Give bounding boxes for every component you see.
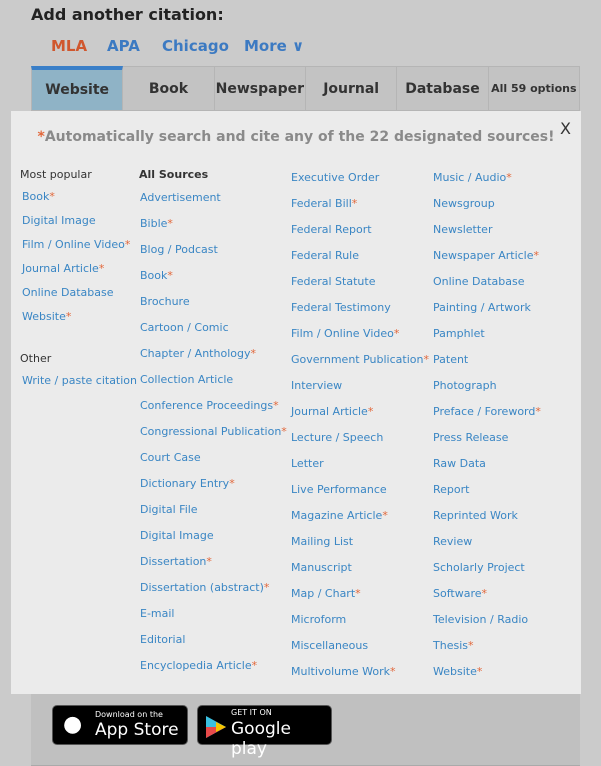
source-label: Collection Article <box>140 373 234 386</box>
source-link[interactable] <box>433 431 508 444</box>
source-link[interactable] <box>140 191 221 204</box>
source-label: Federal Rule <box>291 249 360 262</box>
source-link[interactable] <box>140 659 257 672</box>
source-link[interactable] <box>291 301 391 314</box>
source-label: Pamphlet <box>433 327 485 340</box>
source-label: Film / Online Video <box>22 238 125 251</box>
source-label: Film / Online Video <box>291 327 394 340</box>
source-label: Editorial <box>140 633 186 646</box>
source-link[interactable] <box>433 665 482 678</box>
source-link[interactable] <box>291 509 388 522</box>
source-link[interactable] <box>433 587 487 600</box>
source-link[interactable] <box>140 347 256 360</box>
source-label: Television / Radio <box>433 613 529 626</box>
app-store-small-text: Download on the <box>95 710 163 719</box>
source-label: Interview <box>291 379 343 392</box>
tab-journal[interactable]: Journal <box>306 66 397 111</box>
source-label: Federal Testimony <box>291 301 391 314</box>
source-label: Chapter / Anthology <box>140 347 251 360</box>
source-tabs <box>31 66 580 111</box>
source-link[interactable] <box>140 503 198 516</box>
auto-cite-asterisk: * <box>251 659 258 672</box>
source-label: Letter <box>291 457 324 470</box>
source-link[interactable] <box>291 535 353 548</box>
source-label: Miscellaneous <box>291 639 369 652</box>
source-link[interactable] <box>22 310 71 323</box>
source-label: Digital Image <box>22 214 96 227</box>
tab-book[interactable]: Book <box>123 66 214 111</box>
source-label: Press Release <box>433 431 509 444</box>
source-label: Scholarly Project <box>433 561 525 574</box>
source-link[interactable] <box>433 171 512 184</box>
play-triangle-icon <box>206 716 226 738</box>
auto-cite-asterisk: * <box>467 639 474 652</box>
source-link[interactable] <box>140 321 229 334</box>
source-link[interactable] <box>433 639 473 652</box>
source-link[interactable] <box>22 238 130 251</box>
source-link[interactable] <box>22 374 137 387</box>
source-link[interactable] <box>291 275 375 288</box>
source-label: Encyclopedia Article <box>140 659 252 672</box>
source-label: Court Case <box>140 451 201 464</box>
source-label: Digital Image <box>140 529 214 542</box>
source-label: E-mail <box>140 607 175 620</box>
source-label: Website <box>433 665 477 678</box>
source-link[interactable] <box>433 275 524 288</box>
google-play-big-text: Google play <box>231 719 291 759</box>
style-more-dropdown[interactable]: More ∨ <box>244 37 305 55</box>
source-label: Map / Chart <box>291 587 356 600</box>
most-popular-heading: Most popular <box>20 168 92 181</box>
source-link[interactable] <box>291 327 399 340</box>
source-label: Book <box>22 190 50 203</box>
source-label: Live Performance <box>291 483 387 496</box>
page-heading: Add another citation: <box>31 5 224 24</box>
auto-cite-asterisk: * <box>263 581 270 594</box>
source-label: Cartoon / Comic <box>140 321 229 334</box>
source-link[interactable] <box>291 171 379 184</box>
banner-text: Automatically search and cite any of the 22 designated sources! <box>44 129 555 145</box>
source-label: Report <box>433 483 470 496</box>
source-link[interactable] <box>291 249 359 262</box>
auto-cite-asterisk: * <box>506 171 512 184</box>
source-link[interactable] <box>291 197 357 210</box>
source-link[interactable] <box>291 483 387 496</box>
auto-cite-asterisk: * <box>393 327 400 340</box>
google-play-small-text: GET IT ON <box>231 708 272 717</box>
source-label: Federal Bill <box>291 197 352 210</box>
close-button[interactable]: X <box>560 119 571 138</box>
source-link[interactable] <box>140 269 173 282</box>
auto-cite-asterisk: * <box>281 425 287 438</box>
source-label: Photograph <box>433 379 497 392</box>
source-link[interactable] <box>433 197 495 210</box>
source-link[interactable] <box>140 243 218 256</box>
source-label: Online Database <box>22 286 114 299</box>
source-link[interactable] <box>140 373 233 386</box>
source-label: Online Database <box>433 275 525 288</box>
other-heading: Other <box>20 352 52 365</box>
source-link[interactable] <box>433 483 469 496</box>
source-label: Dissertation <box>140 555 207 568</box>
auto-cite-asterisk: * <box>535 405 541 418</box>
source-link[interactable] <box>140 555 212 568</box>
source-link[interactable] <box>433 457 486 470</box>
source-link[interactable] <box>433 223 492 236</box>
source-link[interactable] <box>140 607 175 620</box>
source-link[interactable] <box>140 529 214 542</box>
source-label: Journal Article <box>291 405 368 418</box>
auto-cite-asterisk: * <box>367 405 374 418</box>
auto-cite-asterisk: * <box>390 665 396 678</box>
source-link[interactable] <box>433 509 518 522</box>
source-label: Mailing List <box>291 535 354 548</box>
source-link[interactable] <box>140 581 269 594</box>
auto-cite-asterisk: * <box>476 665 483 678</box>
source-label: Software <box>433 587 482 600</box>
source-label: Preface / Foreword <box>433 405 536 418</box>
app-store-big-text: App Store <box>95 720 179 740</box>
source-link[interactable] <box>22 286 113 299</box>
source-label: Conference Proceedings <box>140 399 274 412</box>
source-label: Journal Article <box>22 262 99 275</box>
auto-cite-asterisk: * <box>49 190 55 203</box>
source-label: Newspaper Article <box>433 249 534 262</box>
source-link[interactable] <box>433 561 525 574</box>
auto-cite-asterisk: * <box>167 269 173 282</box>
source-label: Thesis <box>433 639 468 652</box>
source-label: Newsletter <box>433 223 493 236</box>
source-label: Review <box>433 535 473 548</box>
source-link[interactable] <box>291 561 352 574</box>
source-label: Newsgroup <box>433 197 495 210</box>
source-label: Government Publication <box>291 353 424 366</box>
source-label: Music / Audio <box>433 171 507 184</box>
source-link[interactable] <box>433 301 531 314</box>
all-sources-heading: All Sources <box>139 168 209 181</box>
source-link[interactable] <box>291 639 368 652</box>
source-link[interactable] <box>291 587 361 600</box>
source-label: Write / paste citation <box>22 374 138 387</box>
source-link[interactable] <box>291 431 383 444</box>
source-link[interactable] <box>140 217 173 230</box>
source-link[interactable] <box>22 262 104 275</box>
style-chicago[interactable]: Chicago <box>162 37 229 55</box>
source-link[interactable] <box>291 405 373 418</box>
source-link[interactable] <box>433 327 485 340</box>
source-link[interactable] <box>433 249 539 262</box>
app-store-button[interactable] <box>52 705 188 745</box>
tab-all-options[interactable]: All 59 options <box>489 66 580 111</box>
source-label: Raw Data <box>433 457 486 470</box>
auto-cite-asterisk: * <box>351 197 358 210</box>
auto-cite-asterisk: * <box>481 587 487 600</box>
source-label: Lecture / Speech <box>291 431 384 444</box>
source-label: Congressional Publication <box>140 425 282 438</box>
source-label: Website <box>22 310 66 323</box>
source-link[interactable] <box>433 379 497 392</box>
source-label: Dictionary Entry <box>140 477 230 490</box>
auto-cite-banner <box>11 129 581 145</box>
auto-cite-asterisk: * <box>355 587 361 600</box>
auto-cite-asterisk: * <box>206 555 212 568</box>
source-label: Federal Report <box>291 223 372 236</box>
source-label: Federal Statute <box>291 275 376 288</box>
source-label: Bible <box>140 217 168 230</box>
source-link[interactable] <box>140 633 185 646</box>
source-link[interactable] <box>291 613 346 626</box>
source-label: Painting / Artwork <box>433 301 531 314</box>
source-label: Microform <box>291 613 347 626</box>
source-label: Blog / Podcast <box>140 243 218 256</box>
source-label: Book <box>140 269 168 282</box>
source-link[interactable] <box>291 223 372 236</box>
auto-cite-asterisk: * <box>533 249 540 262</box>
source-label: Brochure <box>140 295 190 308</box>
source-link[interactable] <box>291 353 429 366</box>
source-label: Digital File <box>140 503 198 516</box>
source-link[interactable] <box>140 477 235 490</box>
source-label: Dissertation (abstract) <box>140 581 264 594</box>
source-label: Magazine Article <box>291 509 383 522</box>
source-link[interactable] <box>140 425 287 438</box>
source-link[interactable] <box>291 665 396 678</box>
source-label: Executive Order <box>291 171 380 184</box>
auto-cite-asterisk: * <box>98 262 105 275</box>
source-label: Advertisement <box>140 191 221 204</box>
auto-cite-asterisk: * <box>167 217 173 230</box>
source-link[interactable] <box>140 399 279 412</box>
tab-database[interactable]: Database <box>397 66 488 111</box>
source-link[interactable] <box>433 405 541 418</box>
source-link[interactable] <box>433 535 472 548</box>
style-mla[interactable]: MLA <box>51 37 88 55</box>
tab-website[interactable]: Website <box>31 66 123 111</box>
style-apa[interactable]: APA <box>107 37 140 55</box>
source-label: Manuscript <box>291 561 352 574</box>
auto-cite-asterisk: * <box>65 310 72 323</box>
source-link[interactable] <box>140 451 201 464</box>
source-link[interactable] <box>433 613 528 626</box>
auto-cite-asterisk: * <box>229 477 235 490</box>
source-link[interactable] <box>22 190 55 203</box>
source-link[interactable] <box>140 295 190 308</box>
source-link[interactable] <box>22 214 96 227</box>
auto-cite-asterisk: * <box>250 347 256 360</box>
asterisk: * <box>37 129 45 145</box>
source-label: Patent <box>433 353 469 366</box>
all-sources-popup <box>11 111 581 694</box>
auto-cite-asterisk: * <box>382 509 388 522</box>
source-link[interactable] <box>433 353 468 366</box>
auto-cite-asterisk: * <box>423 353 429 366</box>
source-link[interactable] <box>291 457 324 470</box>
source-label: Reprinted Work <box>433 509 518 522</box>
google-play-button[interactable] <box>197 705 332 759</box>
apple-icon: ● <box>63 712 83 737</box>
tab-newspaper[interactable]: Newspaper <box>215 66 306 111</box>
source-link[interactable] <box>291 379 342 392</box>
auto-cite-asterisk: * <box>124 238 131 251</box>
auto-cite-asterisk: * <box>273 399 279 412</box>
source-label: Multivolume Work <box>291 665 390 678</box>
